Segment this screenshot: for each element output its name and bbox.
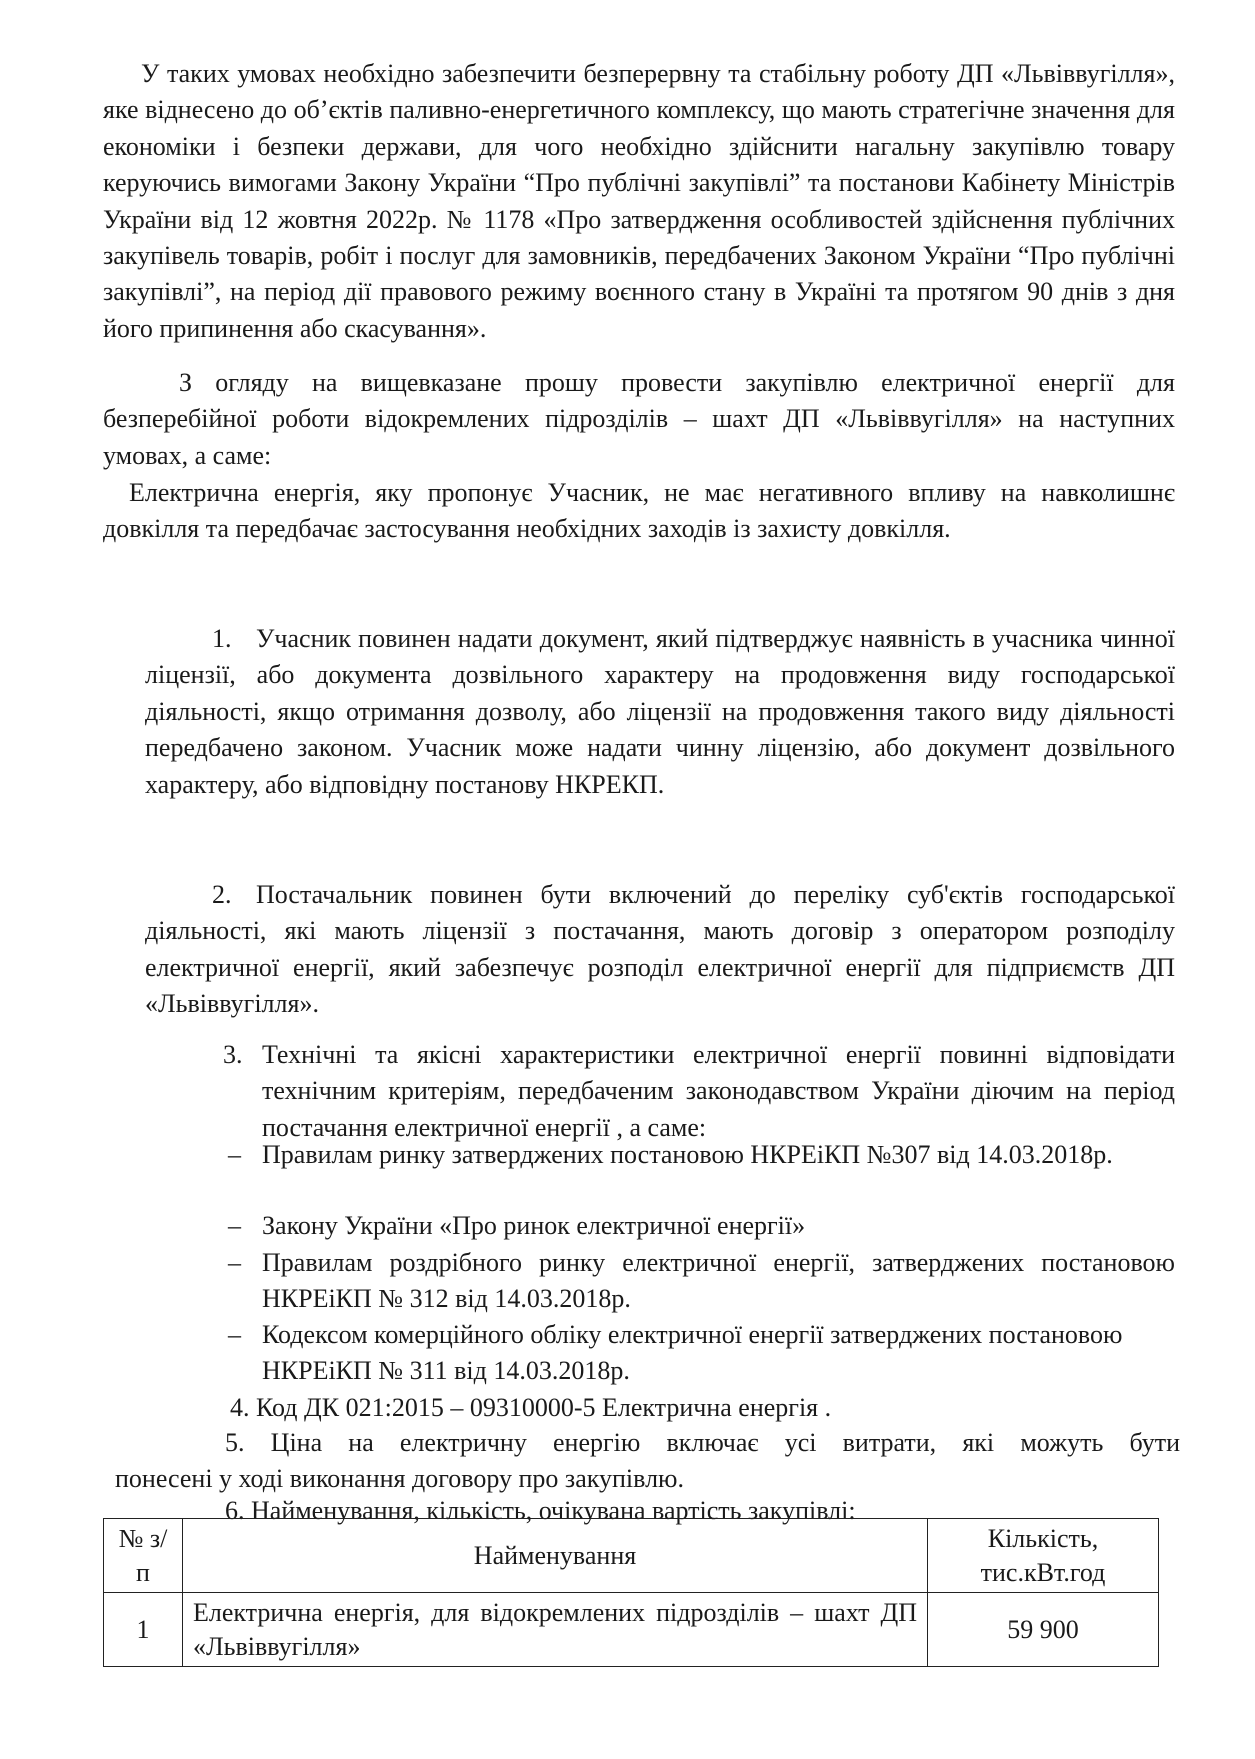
item-text-3: Технічні та якісні характеристики електричної енергії повинні відповідати технічним критеріям, передбаченим законодавством України діючим на період постачання електричної енергії , а саме:	[262, 1040, 1175, 1142]
dash-bullet-1: –	[228, 1140, 241, 1169]
row-qty: 59 900	[928, 1593, 1159, 1667]
dash-bullet-3: –	[228, 1248, 241, 1277]
header-num: № з/п	[104, 1519, 183, 1593]
item-5-line-1: 5. Ціна на електричну енергію включає усі витрати, які можуть бути	[225, 1428, 1180, 1457]
item-text-2: Постачальник повинен бути включений до переліку суб'єктів господарської діяльності, які мають ліцензії з постачання, мають договір з оператором розподілу електричної енергії, який забезпечує розподіл електричної енергії для підприємств ДП «Львіввугілля».	[145, 880, 1175, 1019]
table-header-row	[104, 1519, 1159, 1593]
header-name: Найменування	[183, 1519, 928, 1593]
dash-item-2: Закону України «Про ринок електричної енергії»	[262, 1211, 806, 1240]
procurement-table	[103, 1518, 1159, 1667]
row-num: 1	[104, 1593, 183, 1667]
item-4: 4. Код ДК 021:2015 – 09310000-5 Електрична енергія .	[230, 1393, 832, 1422]
item-5-line-2: понесені у ході виконання договору про закупівлю.	[115, 1464, 684, 1493]
paragraph-intro-2: З огляду на вищевказане прошу провести закупівлю електричної енергії для безперебійної роботи відокремлених підрозділів – шахт ДП «Львіввугілля» на наступних умовах, а саме:	[103, 368, 1175, 470]
header-qty: Кількість, тис.кВт.год	[928, 1519, 1159, 1593]
item-number-3: 3.	[223, 1040, 243, 1069]
row-name: Електрична енергія, для відокремлених підрозділів – шахт ДП «Львіввугілля»	[183, 1593, 928, 1667]
dash-item-1: Правилам ринку затверджених постановою НКРЕіКП №307 від 14.03.2018р.	[262, 1140, 1113, 1169]
paragraph-intro-3: Електрична енергія, яку пропонує Учасник, не має негативного впливу на навколишнє довкілля та передбачає застосування необхідних заходів із захисту довкілля.	[103, 478, 1175, 544]
paragraph-intro-1: У таких умовах необхідно забезпечити безперервну та стабільну роботу ДП «Львіввугілля», яке віднесено до об’єктів паливно-енергетичного комплексу, що мають стратегічне значення для економіки і безпеки держави, для чого необхідно здійснити нагальну закупівлю товару керуючись вимогами Закону України “Про публічні закупівлі” та постанови Кабінету Міністрів України від 12 жовтня 2022р. № 1178 «Про затвердження особливостей здійснення публічних закупівель товарів, робіт і послуг для замовників, передбачених Законом України “Про публічні закупівлі”, на період дії правового режиму воєнного стану в Україні та протягом 90 днів з дня його припинення або скасування».	[103, 59, 1175, 343]
dash-item-3: Правилам роздрібного ринку електричної енергії, затверджених постановою НКРЕіКП № 312 від 14.03.2018р.	[262, 1248, 1175, 1314]
table-row	[104, 1593, 1159, 1667]
item-number-1: 1.	[212, 624, 232, 653]
item-text-1: Учасник повинен надати документ, який підтверджує наявність в учасника чинної ліцензії, або документа дозвільного характеру на продовження виду господарської діяльності, якщо отримання дозволу, або ліцензії на продовження такого виду діяльності передбачено законом. Учасник може надати чинну ліцензію, або документ дозвільного характеру, або відповідну постанову НКРЕКП.	[145, 624, 1175, 799]
dash-bullet-2: –	[228, 1211, 241, 1240]
item-6: 6. Найменування, кількість, очікувана вартість закупівлі:	[225, 1496, 856, 1525]
item-number-2: 2.	[212, 880, 232, 909]
dash-bullet-4: –	[228, 1320, 241, 1349]
dash-item-4: Кодексом комерційного обліку електричної енергії затверджених постановою НКРЕіКП № 311 від 14.03.2018р.	[262, 1320, 1123, 1386]
